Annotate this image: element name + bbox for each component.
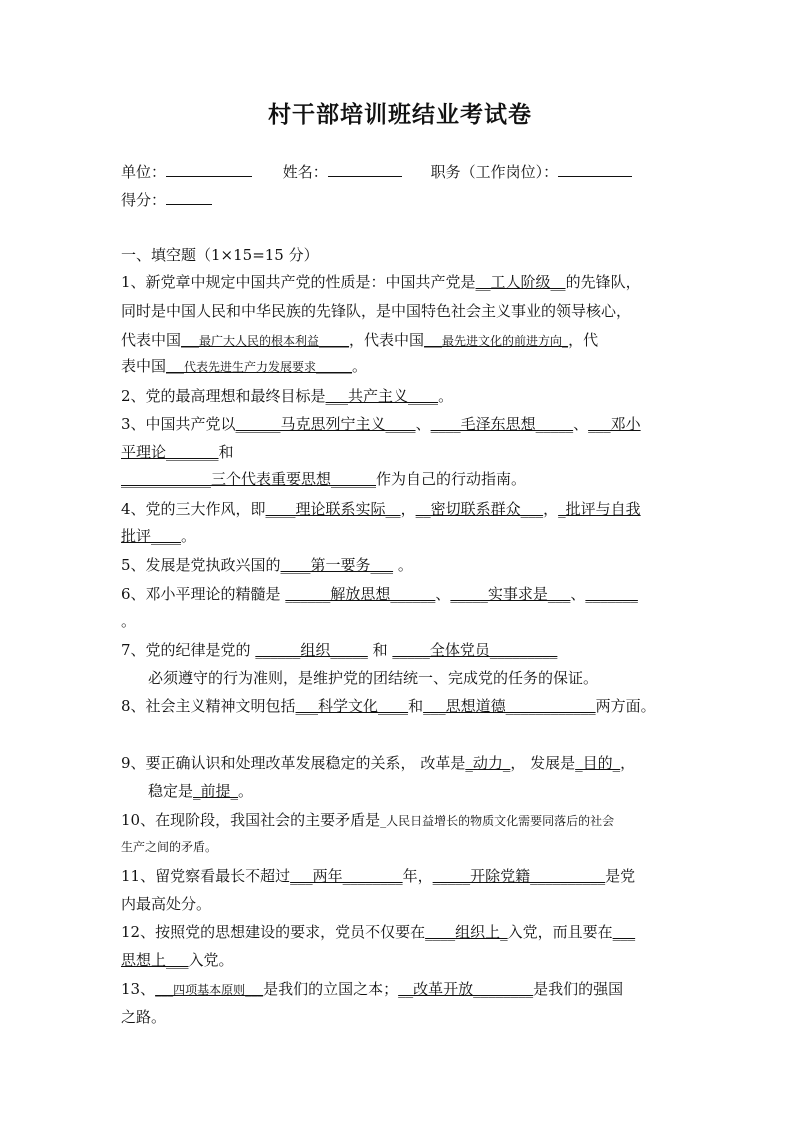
q5-answer: ____第一要务___: [280, 556, 394, 574]
q10-line-1: 10、在现阶段，我国社会的主要矛盾是_人民日益增长的物质文化需要同落后的社会: [121, 811, 615, 829]
name-label: 姓名：: [282, 163, 328, 181]
q1-line-1: 1、新党章中规定中国共产党的性质是：中国共产党是__工人阶级__的先锋队，: [121, 273, 641, 291]
unit-label: 单位：: [121, 163, 167, 181]
q6-answer-1: ______解放思想______: [285, 585, 436, 603]
q11-answer-1: ___两年________: [290, 867, 403, 885]
q7-line-2: 必须遵守的行为准则，是维护党的团结统一、完成党的任务的保证。: [148, 669, 599, 687]
q1-answer-1: __工人阶级__: [475, 273, 566, 291]
q9-answer-3: _前提_: [193, 782, 239, 800]
q1-line-3: 代表中国___最广大人民的根本利益_____，代表中国___最先进文化的前进方向_，代: [121, 331, 599, 349]
q2-answer: ___共产主义____: [325, 387, 439, 405]
q13-answer-1: ___四项基本原则___: [155, 983, 264, 997]
q3-line-2: 平理论_______和: [121, 443, 234, 461]
q11-line-1: 11、留党察看最长不超过___两年________年，_____开除党籍__________是党: [121, 867, 636, 885]
q12-line-2: 思想上___入党。: [121, 951, 234, 969]
q8-line: 8、社会主义精神文明包括___科学文化____和___思想道德____________两方面。: [121, 697, 656, 715]
q2-line: 2、党的最高理想和最终目标是___共产主义____。: [121, 387, 454, 405]
position-field[interactable]: [431, 161, 633, 182]
position-blank[interactable]: [558, 161, 632, 177]
q6-line-1: 6、邓小平理论的精髓是 ______解放思想______、_____实事求是___、_______: [121, 585, 638, 603]
q13-line-1: 13、___四项基本原则___是我们的立国之本；__改革开放________是我们的强国: [121, 980, 624, 998]
q11-line-2: 内最高处分。: [121, 895, 212, 913]
q11-answer-2: _____开除党籍__________: [432, 867, 606, 885]
info-row: [121, 161, 632, 182]
q1-answer-4: ___代表先进生产力发展要求______: [166, 360, 353, 374]
q3-answer-1: ______马克思列宁主义____: [235, 415, 416, 433]
name-blank[interactable]: [328, 161, 402, 177]
q3-answer-3a: ___邓小: [588, 415, 641, 433]
q8-answer-1: ___科学文化____: [295, 697, 409, 715]
q6-answer-2: _____实事求是___: [450, 585, 571, 603]
q9-answer-2: _目的_: [575, 754, 621, 772]
exam-title: 村干部培训班结业考试卷: [268, 101, 532, 128]
q10-line-2: 生产之间的矛盾。: [121, 840, 218, 854]
q13-line-2: 之路。: [121, 1008, 167, 1026]
q6-line-2: 。: [121, 612, 137, 630]
q4-answer-3a: _批评与自我: [558, 500, 641, 518]
q7-line-1: 7、党的纪律是党的 ______组织_____ 和 _____全体党员_________: [121, 641, 558, 659]
q5-line: 5、发展是党执政兴国的____第一要务___ 。: [121, 556, 413, 574]
unit-blank[interactable]: [166, 161, 252, 177]
score-label: 得分：: [121, 191, 167, 209]
q6-answer-3: _______: [585, 585, 638, 603]
score-field[interactable]: [121, 189, 212, 210]
q1-answer-2: ___最广大人民的根本利益_____: [181, 334, 350, 348]
q3-line-1: 3、中国共产党以______马克思列宁主义____、____毛泽东思想_____、___邓小: [121, 415, 641, 433]
q13-answer-2: __改革开放________: [398, 980, 534, 998]
q12-answer-2b: 思想上___: [121, 951, 189, 969]
q3-answer-2: ____毛泽东思想_____: [430, 415, 574, 433]
q4-line-1: 4、党的三大作风，即____理论联系实际__，__密切联系群众___，_批评与自我: [121, 500, 641, 518]
q9-line-1: 9、要正确认识和处理改革发展稳定的关系， 改革是_动力_， 发展是_目的_，: [121, 754, 636, 772]
q7-answer-2: _____全体党员_________: [392, 641, 558, 659]
q7-answer-1: ______组织_____: [255, 641, 368, 659]
q10-answer: _人民日益增长的物质文化需要同落后的社会: [380, 814, 615, 828]
unit-field[interactable]: [121, 161, 252, 182]
q12-answer-2a: ___: [612, 923, 636, 941]
q3-answer-4: ____________三个代表重要思想______: [121, 470, 377, 488]
q1-line-2: 同时是中国人民和中华民族的先锋队，是中国特色社会主义事业的领导核心，: [121, 302, 632, 320]
q12-line-1: 12、按照党的思想建设的要求，党员不仅要在____组织上_入党，而且要在___: [121, 923, 636, 941]
q4-line-2: 批评____。: [121, 527, 197, 545]
q9-line-2: 稳定是_前提_。: [148, 782, 254, 800]
q3-line-3: ____________三个代表重要思想______作为自己的行动指南。: [121, 470, 527, 488]
q4-answer-2: __密切联系群众___: [415, 500, 544, 518]
section-heading: 一、填空题（1×15=15 分）: [121, 246, 319, 264]
q1-line-4: 表中国___代表先进生产力发展要求______。: [121, 357, 368, 375]
q12-answer-1: ____组织上_: [425, 923, 508, 941]
q4-answer-1: ____理论联系实际__: [265, 500, 401, 518]
name-field[interactable]: [283, 161, 402, 182]
q1-answer-3: ___最先进文化的前进方向_: [424, 334, 569, 348]
score-blank[interactable]: [166, 189, 212, 205]
position-label: 职务（工作岗位）：: [430, 163, 559, 181]
q9-answer-1: _动力_: [465, 754, 511, 772]
q4-answer-3b: 批评____: [121, 527, 182, 545]
q3-answer-3b: 平理论_______: [121, 443, 219, 461]
q8-answer-2: ___思想道德____________: [423, 697, 596, 715]
